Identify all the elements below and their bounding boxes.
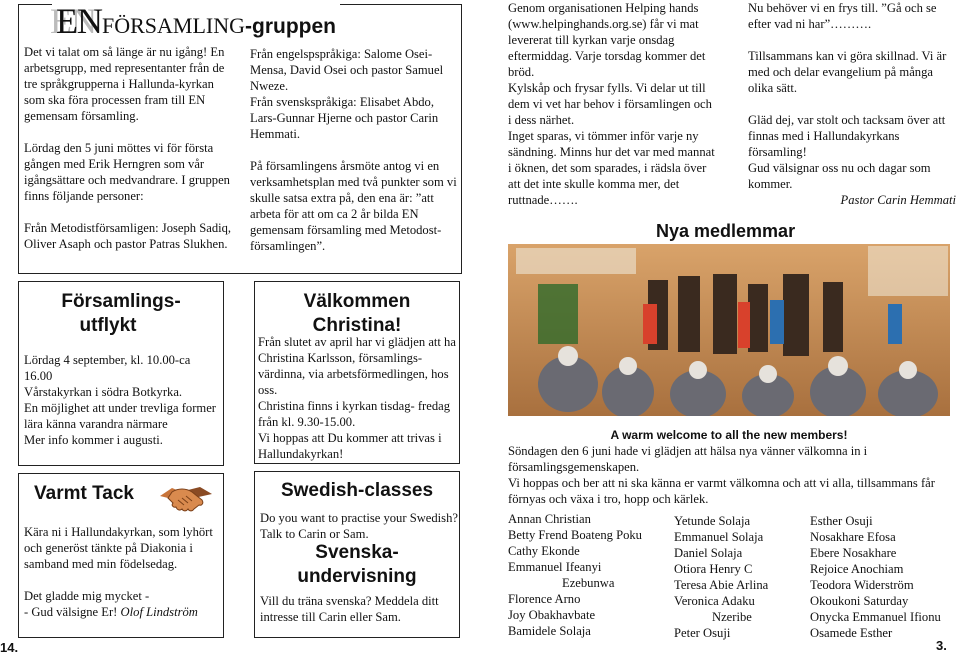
heading-line: Välkommen	[303, 291, 411, 312]
paragraph: Vi hoppas och ber att ni ska känna er varmt välkomna och att vi alla, tillsammans får förnyas och växa i tro, hopp och kärlek.	[508, 476, 935, 506]
right-page-number: 3.	[936, 638, 947, 653]
helping-col1	[508, 0, 718, 208]
heading-line: Svenska-	[315, 542, 399, 563]
utflykt-text	[24, 352, 220, 448]
varmt-tack-text	[24, 524, 220, 620]
list-item: Nzeribe	[712, 610, 752, 624]
list-item: Emmanuel Ifeanyi	[508, 560, 602, 574]
helping-col2	[748, 0, 956, 208]
paragraph: Genom organisationen Helping hands (www.helpinghands.org.se) får vi mat levererat till kyrkan varje onsdag eftermiddag. Varje torsdag kommer det bröd.	[508, 1, 706, 79]
nya-text	[508, 443, 954, 507]
utflykt-heading	[18, 290, 224, 338]
list-item: Esther Osuji	[810, 514, 873, 528]
varmt-tack-heading: Varmt Tack	[34, 483, 134, 504]
list-item: Onycka Emmanuel Ifionu	[810, 610, 941, 624]
paragraph: Inget sparas, vi tömmer inför varje ny sändning. Minns hur det var med mannat i öknen, det som sparades, i rädsla över att det inte skulle komma mer, det ruttnade…….	[508, 129, 715, 207]
list-item: Yetunde Solaja	[674, 514, 751, 528]
heading-line: Christina!	[312, 315, 402, 336]
swedish-heading: Swedish-classes	[280, 480, 434, 501]
utflykt-more: Mer info kommer i augusti.	[24, 433, 163, 447]
paragraph: På församlingens årsmöte antog vi en verksamhetsplan med två punkter som vi skulle satsa extra på, den ena är: ”att arbeta för att om ca 2 år bilda EN gemensam församling med Metodost-församlingen”.	[250, 159, 457, 253]
swedish-text-sv: Vill du träna svenska? Meddela ditt intresse till Carin eller Sam.	[260, 594, 439, 624]
list-item: Ebere Nosakhare	[810, 546, 897, 560]
paragraph: Kylskåp och frysar fylls. Vi delar ut till dem vi vet har behov i församlingen och i dess närhet.	[508, 81, 712, 127]
list-item: Florence Arno	[508, 592, 581, 606]
list-item: Annan Christian	[508, 512, 591, 526]
paragraph: Det gladde mig mycket -	[24, 589, 150, 603]
list-item: Betty Frend Boateng Poku	[508, 528, 642, 542]
list-item: Otiora Henry C	[674, 562, 753, 576]
title-big: EN	[56, 1, 102, 41]
utflykt-place: Vårstakyrkan i södra Botkyrka.	[24, 385, 183, 399]
paragraph: Lördag den 5 juni möttes vi för första gången med Erik Herngren som vår igångsättare och medvandrare. I gruppen finns följande personer:	[24, 141, 230, 203]
paragraph: Från svenskspråkiga: Elisabet Abdo, Lars-Gunnar Hjerne och pastor Carin Hemmati.	[250, 95, 439, 141]
paragraph: Från engelspspråkiga: Salome Osei-Mensa, David Osei och pastor Samuel Nweze.	[250, 47, 444, 93]
list-item: Joy Obakhavbate	[508, 608, 596, 622]
signature: Olof Lindström	[120, 605, 198, 619]
list-item: Teresa Abie Arlina	[674, 578, 769, 592]
list-item: Veronica Adaku	[674, 594, 755, 608]
en-forsamling-title	[52, 2, 340, 40]
paragraph: Söndagen den 6 juni hade vi glädjen att hälsa nya vänner välkomna in i församlingsgemenskapen.	[508, 444, 868, 474]
paragraph: Det vi talat om så länge är nu igång! En arbetsgrupp, med representanter från de tre språkgrupperna i Hallunda-kyrkan som ska föra processen fram till EN gemensam församling.	[24, 45, 225, 123]
paragraph: Kära ni i Hallundakyrkan, som lyhört och generöst tänkte på Diakonia i samband med min födelsedag.	[24, 525, 213, 571]
utflykt-desc: En möjlighet att under trevliga former lära känna varandra närmare	[24, 401, 216, 431]
paragraph: Christina finns i kyrkan tisdag- fredag från kl. 9.30-15.00.	[258, 399, 451, 429]
heading-line: utflykt	[79, 315, 137, 336]
en-forsamling-col2	[250, 46, 460, 254]
welcome-heading: A warm welcome to all the new members!	[610, 428, 848, 442]
svenska-heading	[254, 541, 460, 589]
list-item: Rejoice Anochiam	[810, 562, 904, 576]
nya-medlemmar-heading: Nya medlemmar	[656, 221, 796, 241]
list-item: Okoukoni Saturday	[810, 594, 909, 608]
swedish-text-en: Do you want to practise your Swedish? Talk to Carin or Sam.	[260, 511, 458, 541]
list-item: Bamidele Solaja	[508, 624, 591, 638]
names-col1	[508, 511, 658, 639]
title-small: FÖRSAMLING	[102, 13, 246, 38]
list-item: Daniel Solaja	[674, 546, 743, 560]
paragraph: Gud välsignar oss nu och dagar som kommer.	[748, 161, 931, 191]
names-col2	[674, 513, 804, 641]
list-item: Peter Osuji	[674, 626, 731, 640]
list-item: Osamede Esther	[810, 626, 893, 640]
list-item: Emmanuel Solaja	[674, 530, 764, 544]
closing: - Gud välsigne Er!	[24, 605, 118, 619]
paragraph: Från slutet av april har vi glädjen att ha Christina Karlsson, församlings-värdinna, via arbetsförmedlingen, hos oss.	[258, 335, 456, 397]
heading-line: undervisning	[297, 566, 417, 587]
list-item: Ezebunwa	[562, 576, 615, 590]
utflykt-date: Lördag 4 september, kl. 10.00-ca 16.00	[24, 353, 191, 383]
names-col3	[810, 513, 956, 641]
congregation-photo	[508, 244, 950, 416]
handshake-icon	[158, 478, 214, 520]
list-item: Teodora Widerström	[810, 578, 914, 592]
valkommen-heading	[254, 290, 460, 338]
list-item: Nosakhare Efosa	[810, 530, 896, 544]
list-item: Cathy Ekonde	[508, 544, 580, 558]
paragraph: Gläd dej, var stolt och tacksam över att finnas med i Hallundakyrkans församling!	[748, 113, 946, 159]
paragraph: Från Metodistförsamligen: Joseph Sadiq, Oliver Asaph och pastor Patras Slukhen.	[24, 221, 232, 251]
paragraph	[24, 604, 220, 620]
heading-line: Församlings-	[61, 291, 181, 312]
paragraph: Tillsammans kan vi göra skillnad. Vi är med och delar evangelium på många olika sätt.	[748, 49, 947, 95]
valkommen-text	[258, 334, 458, 462]
en-forsamling-col1	[24, 44, 234, 252]
title-suffix: -gruppen	[245, 15, 337, 38]
paragraph: Vi hoppas att Du kommer att trivas i Hallundakyrkan!	[258, 431, 442, 461]
paragraph: Nu behöver vi en frys till. ”Gå och se efter vad ni har”……….	[748, 1, 937, 31]
left-page-number: 14.	[0, 640, 19, 655]
signature: Pastor Carin Hemmati	[840, 193, 956, 207]
